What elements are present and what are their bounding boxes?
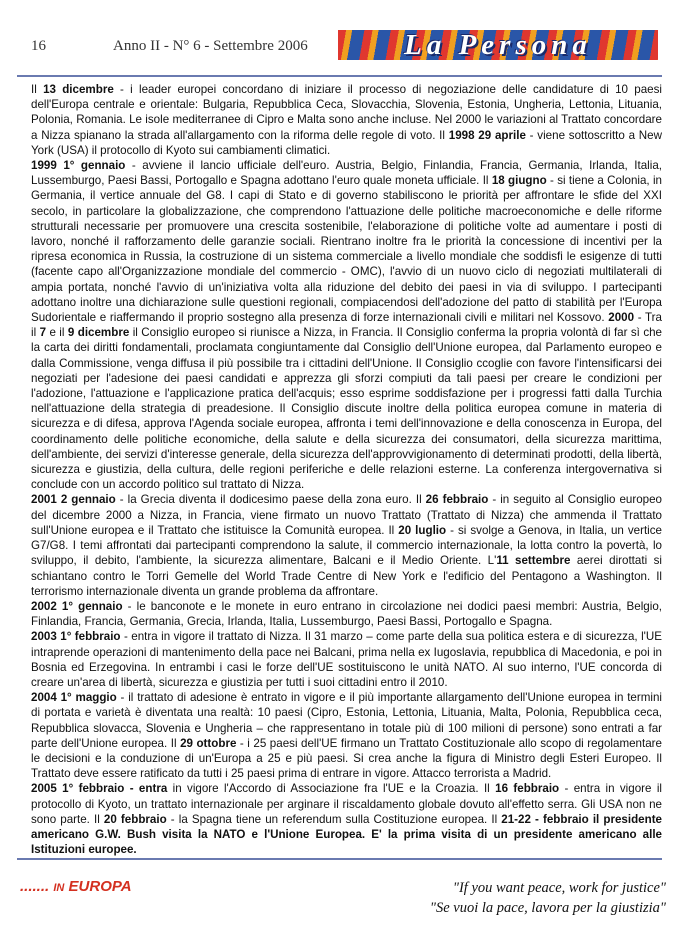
date-highlight: 29 ottobre	[180, 736, 237, 750]
paragraph-text: - entra in vigore il protocollo di Kyoto, un trattato internazionale per arginare il riscaldamento globale dovuto all'effetto serra. Gli USA non ne sono parte. Il	[31, 782, 662, 826]
article-paragraph	[31, 599, 662, 629]
paragraph-text: - avviene il lancio ufficiale dell'euro. Austria, Belgio, Finlandia, Francia, Germania, Irlanda, Italia, Lussemburgo, Paesi Bassi, Portogallo e Spagna adottano l'euro quale moneta ufficiale. Il	[31, 159, 662, 188]
article-paragraph	[31, 781, 662, 857]
date-highlight: 2001 2 gennaio	[31, 493, 116, 507]
article-paragraph	[31, 492, 662, 598]
date-highlight: 16 febbraio	[495, 782, 560, 796]
date-highlight: 9 dicembre	[67, 326, 130, 340]
date-highlight: 20 luglio	[398, 523, 447, 537]
article-paragraph	[31, 629, 662, 690]
date-highlight: 21-22 - febbraio il presidente americano G.W. Bush visita la NATO e l'Unione Europea. E' la prima visita di un presidente americano alle Istituzioni europee.	[31, 812, 663, 857]
date-highlight: 26 febbraio	[425, 493, 489, 507]
paragraph-text: - la Grecia diventa il dodicesimo paese della zona euro. Il	[115, 493, 426, 507]
paragraph-text: - il trattato di adesione è entrato in vigore e il più importante allargamento dell'Unione europea in termini di portata e varietà è diventata una realtà: 10 paesi (Cipro, Estonia, Lettonia, Lituania, Malta, Polonia, Repubblica ceca, Repubblica slovacca, Slovenia e Ungheria – che rappresentano in totale più di 100 milioni di persone) sono entrati a far parte dell'Unione europea. Il	[31, 691, 662, 750]
footer-quote	[376, 878, 666, 918]
paragraph-text: aerei dirottati si schiantano contro le Torri Gemelle del World Trade Centre di New York e l'edificio del Pentagono a Washington. Il terrorismo internazionale diventa un grande problema da affrontare.	[31, 554, 662, 598]
date-highlight: 2004 1° maggio	[31, 691, 117, 705]
paragraph-text: - i leader europei concordano di iniziare il processo di negoziazione delle candidature di 10 paesi dell'Europa centrale e orientale: Bulgaria, Repubblica Ceca, Slovacchia, Slovenia, Estonia, Ungheria, Lettonia, Lituania, Polonia, Romania. Le isole mediterranee di Cipro e Malta sono anche incluse. Nel 2000 le variazioni al Trattato concordare a Nizza spianano la strada all'allargamento con la riforma delle regole di voto. Il	[31, 83, 662, 142]
date-highlight: 2000	[608, 311, 635, 325]
section-prefix: IN	[53, 882, 65, 894]
article-paragraph	[31, 82, 662, 158]
article-body	[31, 82, 662, 857]
page-number: 16	[31, 38, 46, 54]
date-highlight: 20 febbraio	[103, 812, 167, 826]
issue-info: Anno II - N° 6 - Settembre 2006	[113, 38, 308, 54]
logo-text: La Persona	[404, 28, 592, 61]
paragraph-text: - la Spagna tiene un referendum sulla Costituzione europea. Il	[166, 812, 502, 826]
paragraph-text: Il	[31, 83, 44, 96]
paragraph-text: - in seguito al Consiglio europeo del dicembre 2000 a Nizza, in Francia, viene firmato un nuovo Trattato (Trattato di Nizza) che ammenda il Trattato sull'Unione europea e il Trattato che istituisce la Comunità europea. Il	[31, 493, 662, 537]
paragraph-text: - Tra il	[31, 311, 662, 340]
date-highlight: 7	[39, 326, 47, 340]
quote-english: "If you want peace, work for justice"	[452, 880, 666, 896]
masthead-logo	[338, 30, 658, 60]
date-highlight: 2002 1° gennaio	[31, 599, 123, 613]
date-highlight: 11 settembre	[496, 554, 571, 568]
date-highlight: 2005 1° febbraio - entra	[31, 782, 168, 796]
date-highlight: 1999 1° gennaio	[31, 159, 126, 173]
paragraph-text: - si svolge a Genova, in Italia, un vertice G7/G8. I temi affrontati dai partecipanti comprendono la salute, il commercio internazionale, la lotta contro la povertà, lo sviluppo, il debito, l'ambiente, la sicurezza alimentare, Balcani e il Medio Oriente. L'	[31, 523, 662, 568]
paragraph-text: - si tiene a Colonia, in Germania, il vertice annuale del G8. I capi di Stato e di governo stabiliscono le priorità per affrontare le sfide del XXI secolo, in particolare la globalizzazione, che comprendono l'attuazione delle politiche macroeconomiche e delle riforme strutturali necessarie per promuovere una crescita sostenibile, l'elaborazione di politiche volte ad aumentare i posti di lavoro, nonché il rafforzamento delle garanzie sociali. Rientrano inoltre fra le priorità la concessione di incentivi per la ripresa economica in Russia, la costruzione di un sistema commerciale a livello mondiale che soddisfi le esigenze di tutti (facente capo all'Organizzazione mondiale del commercio - OMC), l'avvio di un nuovo ciclo di negoziati multilaterali di ampia portata, nonché l'avvio di un'iniziativa volta alla riduzione del debito dei paesi in via di sviluppo. I partecipanti adottano inoltre una dichiarazione sulle questioni regionali, compiacendosi dell'adozione del patto di stabilità per l'Europa Sudorientale e riaffermando il proprio sostegno alla presenza di forze internazionali civili e militari nel Kossovo.	[31, 174, 663, 325]
paragraph-text: - le banconote e le monete in euro entrano in circolazione nei dodici paesi membri: Austria, Belgio, Finlandia, Francia, Germania, Grecia, Irlanda, Italia, Lussemburgo, Paesi Bassi, Portogallo e Spagna.	[31, 599, 662, 629]
bottom-divider	[17, 858, 662, 860]
paragraph-text: e il	[46, 326, 68, 340]
date-highlight: 1998 29 aprile	[448, 128, 526, 142]
section-label	[20, 878, 132, 895]
date-highlight: 2003 1° febbraio	[31, 630, 121, 644]
paragraph-text: - i 25 paesi dell'UE firmano un Trattato Costituzionale allo scopo di regolamentare le decisioni e la conduzione di un'Europa a 25 e più paesi. Si crea anche la figura di Ministro degli Esteri Europeo. Il Trattato deve essere ratificato da tutti i 25 paesi prima di entrare in vigore. Attacco terrorista a Madrid.	[31, 736, 662, 781]
article-paragraph	[31, 690, 662, 781]
paragraph-text: il Consiglio europeo si riunisce a Nizza, in Francia. Il Consiglio conferma la propria volontà di far sì che la carta dei diritti fondamentali, proclamata congiuntamente dal Consiglio dell'Unione europea, dal Parlamento europeo e dalla Commissione, venga diffusa il più possibile tra i cittadini dell'Unione. Il Consiglio ccoglie con favore l'intensificarsi dei negoziati per l'adesione dei paesi candidati e apprezza gli sforzi compiuti da tali paesi per creare le condizioni per l'adozione, l'attuazione e l'applicazione pratica dell'acquis; esso esprime soddisfazione per i progressi fatti dalla Turchia nell'attuazione della strategia di preadesione. Il Consiglio discute inoltre della politica europea comune in materia di sicurezza e di difesa, approva l'Agenda sociale europea, affronta i temi dell'innovazione e della conoscenza in Europa, del coordinamento delle politiche economiche, della salute e della sicurezza dei consumatori, della sicurezza marittima, dell'ambiente, dei servizi d'interesse generale, della sicurezza dell'approvvigionamento di determinati prodotti, della libertà, sicurezza e giustizia, della cultura, delle regioni periferiche e delle relazioni esterne. La conferenza intergovernativa si conclude con un accordo politico sul trattato di Nizza.	[31, 326, 663, 492]
date-highlight: 13 dicembre	[43, 83, 114, 96]
section-title: EUROPA	[68, 878, 132, 895]
section-dots: .......	[20, 878, 50, 895]
date-highlight: 18 giugno	[491, 174, 547, 188]
quote-italian: "Se vuoi la pace, lavora per la giustizia"	[429, 900, 666, 916]
paragraph-text: - viene sottoscritto a New York (USA) il protocollo di Kyoto sui cambiamenti climatici.	[31, 128, 662, 157]
page-header	[0, 0, 679, 80]
article-paragraph	[31, 158, 662, 492]
paragraph-text: - entra in vigore il trattato di Nizza. Il 31 marzo – come parte della sua politica estera e di sicurezza, l'UE intraprende operazioni di mantenimento della pace nei Balcani, prima nella ex Iugoslavia, repubblica di Macedonia, e poi in Bosnia ed Erzegovina. In entrambi i casi le forze dell'UE sostituiscono le unità NATO. Al suo interno, l'UE concorda di creare un'area di libertà, sicurezza e giustizia per tutti i suoi cittadini entro il 2010.	[31, 630, 662, 689]
paragraph-text: in vigore l'Accordo di Associazione fra l'UE e la Croazia. Il	[167, 782, 496, 796]
top-divider	[17, 75, 662, 77]
